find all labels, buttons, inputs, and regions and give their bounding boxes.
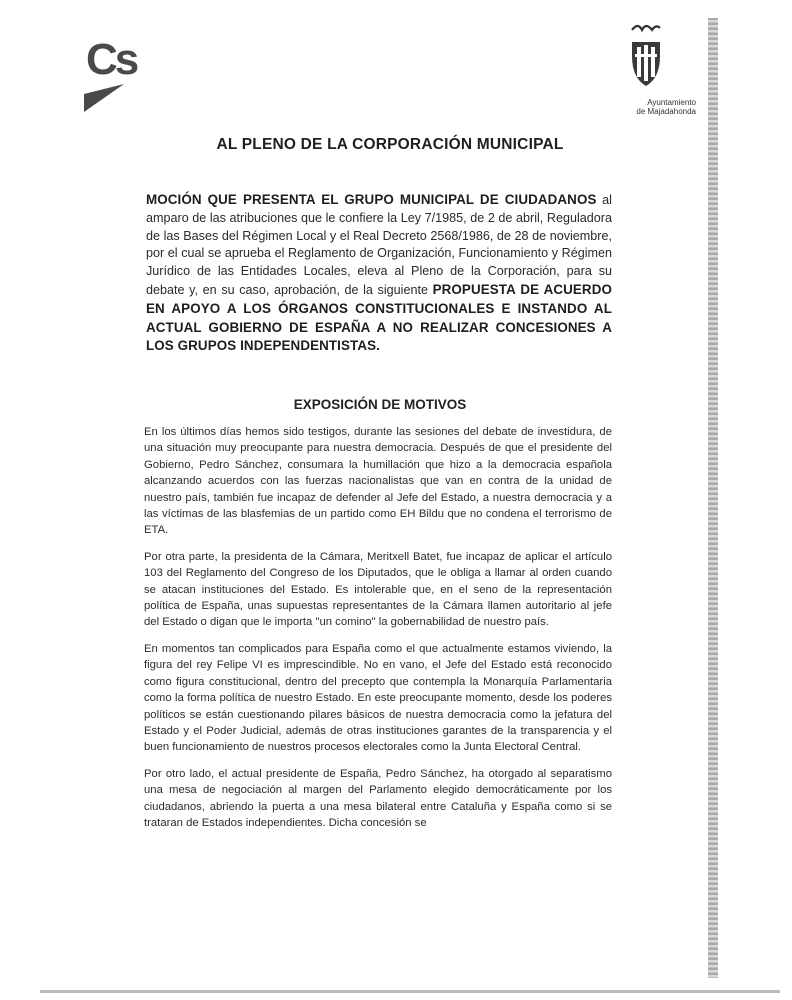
ayuntamiento-caption: Ayuntamiento de Majadahonda [636, 98, 696, 116]
motion-lead: MOCIÓN QUE PRESENTA EL GRUPO MUNICIPAL DE CIUDADANOS [146, 192, 597, 207]
motion-body: al amparo de las atribuciones que le confiere la Ley 7/1985, de 2 de abril, Reguladora de las Bases del Régimen Local y el Real Decreto 2568/1986, de 28 de noviembre, por el cual se aprueba el Reglamento de Organización, Funcionamiento y Régimen Jurídico de las Entidades Locales, eleva al Pleno de la Corporación, para su debate y, en su caso, aprobación, de la siguiente [146, 193, 612, 297]
motion-intro [146, 191, 612, 356]
motion-proposal: PROPUESTA DE ACUERDO EN APOYO A LOS ÓRGANOS CONSTITUCIONALES E INSTANDO AL ACTUAL GOBIERNO DE ESPAÑA A NO REALIZAR CONCESIONES A LOS GRUPOS INDEPENDENTISTAS. [146, 281, 612, 354]
exposition-body [144, 424, 612, 841]
document-title: AL PLENO DE LA CORPORACIÓN MUNICIPAL [216, 136, 564, 153]
exposition-heading: EXPOSICIÓN DE MOTIVOS [293, 397, 467, 412]
exposition-paragraph: Por otro lado, el actual presidente de España, Pedro Sánchez, ha otorgado al separatismo una mesa de negociación al margen del Parlamento elegido democráticamente por los ciudadanos, abriendo la puerta a una mesa bilateral entre Cataluña y España como si se trataran de Estados independientes. Dicha concesión se [144, 767, 612, 829]
scan-edge-artifact [708, 18, 718, 978]
exposition-paragraph: En momentos tan complicados para España como el que actualmente estamos viviendo, la figura del rey Felipe VI es imprescindible. No en vano, el Jefe del Estado está reconocido como figura constitucional, dentro del precepto que contempla la Monarquía Parlamentaria como la forma política de nuestro Estado. En este preocupante momento, desde los poderes políticos se están cuestionando pilares básicos de nuestra democracia como la jefatura del Estado y el Poder Judicial, además de otras instituciones garantes de la transparencia y el buen funcionamiento de nuestros procesos electorales como la Junta Electoral Central. [144, 642, 612, 754]
exposition-paragraph: Por otra parte, la presidenta de la Cámara, Meritxell Batet, fue incapaz de aplicar el artículo 103 del Reglamento del Congreso de los Diputados, que le obliga a llamar al orden cuando se atacan instituciones del Estado. Es intolerable que, en el seno de la representación política de España, unas supuestas representantes de la Cámara llamen autoritario al jefe del Estado o digan que le importa "un comino" la gobernabilidad de nuestro país. [144, 550, 612, 629]
ciudadanos-logo [84, 32, 164, 112]
exposition-paragraph: En los últimos días hemos sido testigos, durante las sesiones del debate de investidura, de una situación muy preocupante para nuestra democracia. Después de que el presidente del Gobierno, Pedro Sánchez, consumara la humillación que hizo a la democracia española alcanzando acuerdos con las fuerzas nacionalistas que van en contra de la unidad de nuestro país, también fue incapaz de defender al Jefe del Estado, a nuestra democracia y a las víctimas de las blasfemias de un partido como EH Bildu que no condena el terrorismo de ETA. [144, 426, 612, 537]
svg-text:Cs: Cs [86, 35, 137, 84]
scan-bottom-edge [40, 990, 780, 993]
